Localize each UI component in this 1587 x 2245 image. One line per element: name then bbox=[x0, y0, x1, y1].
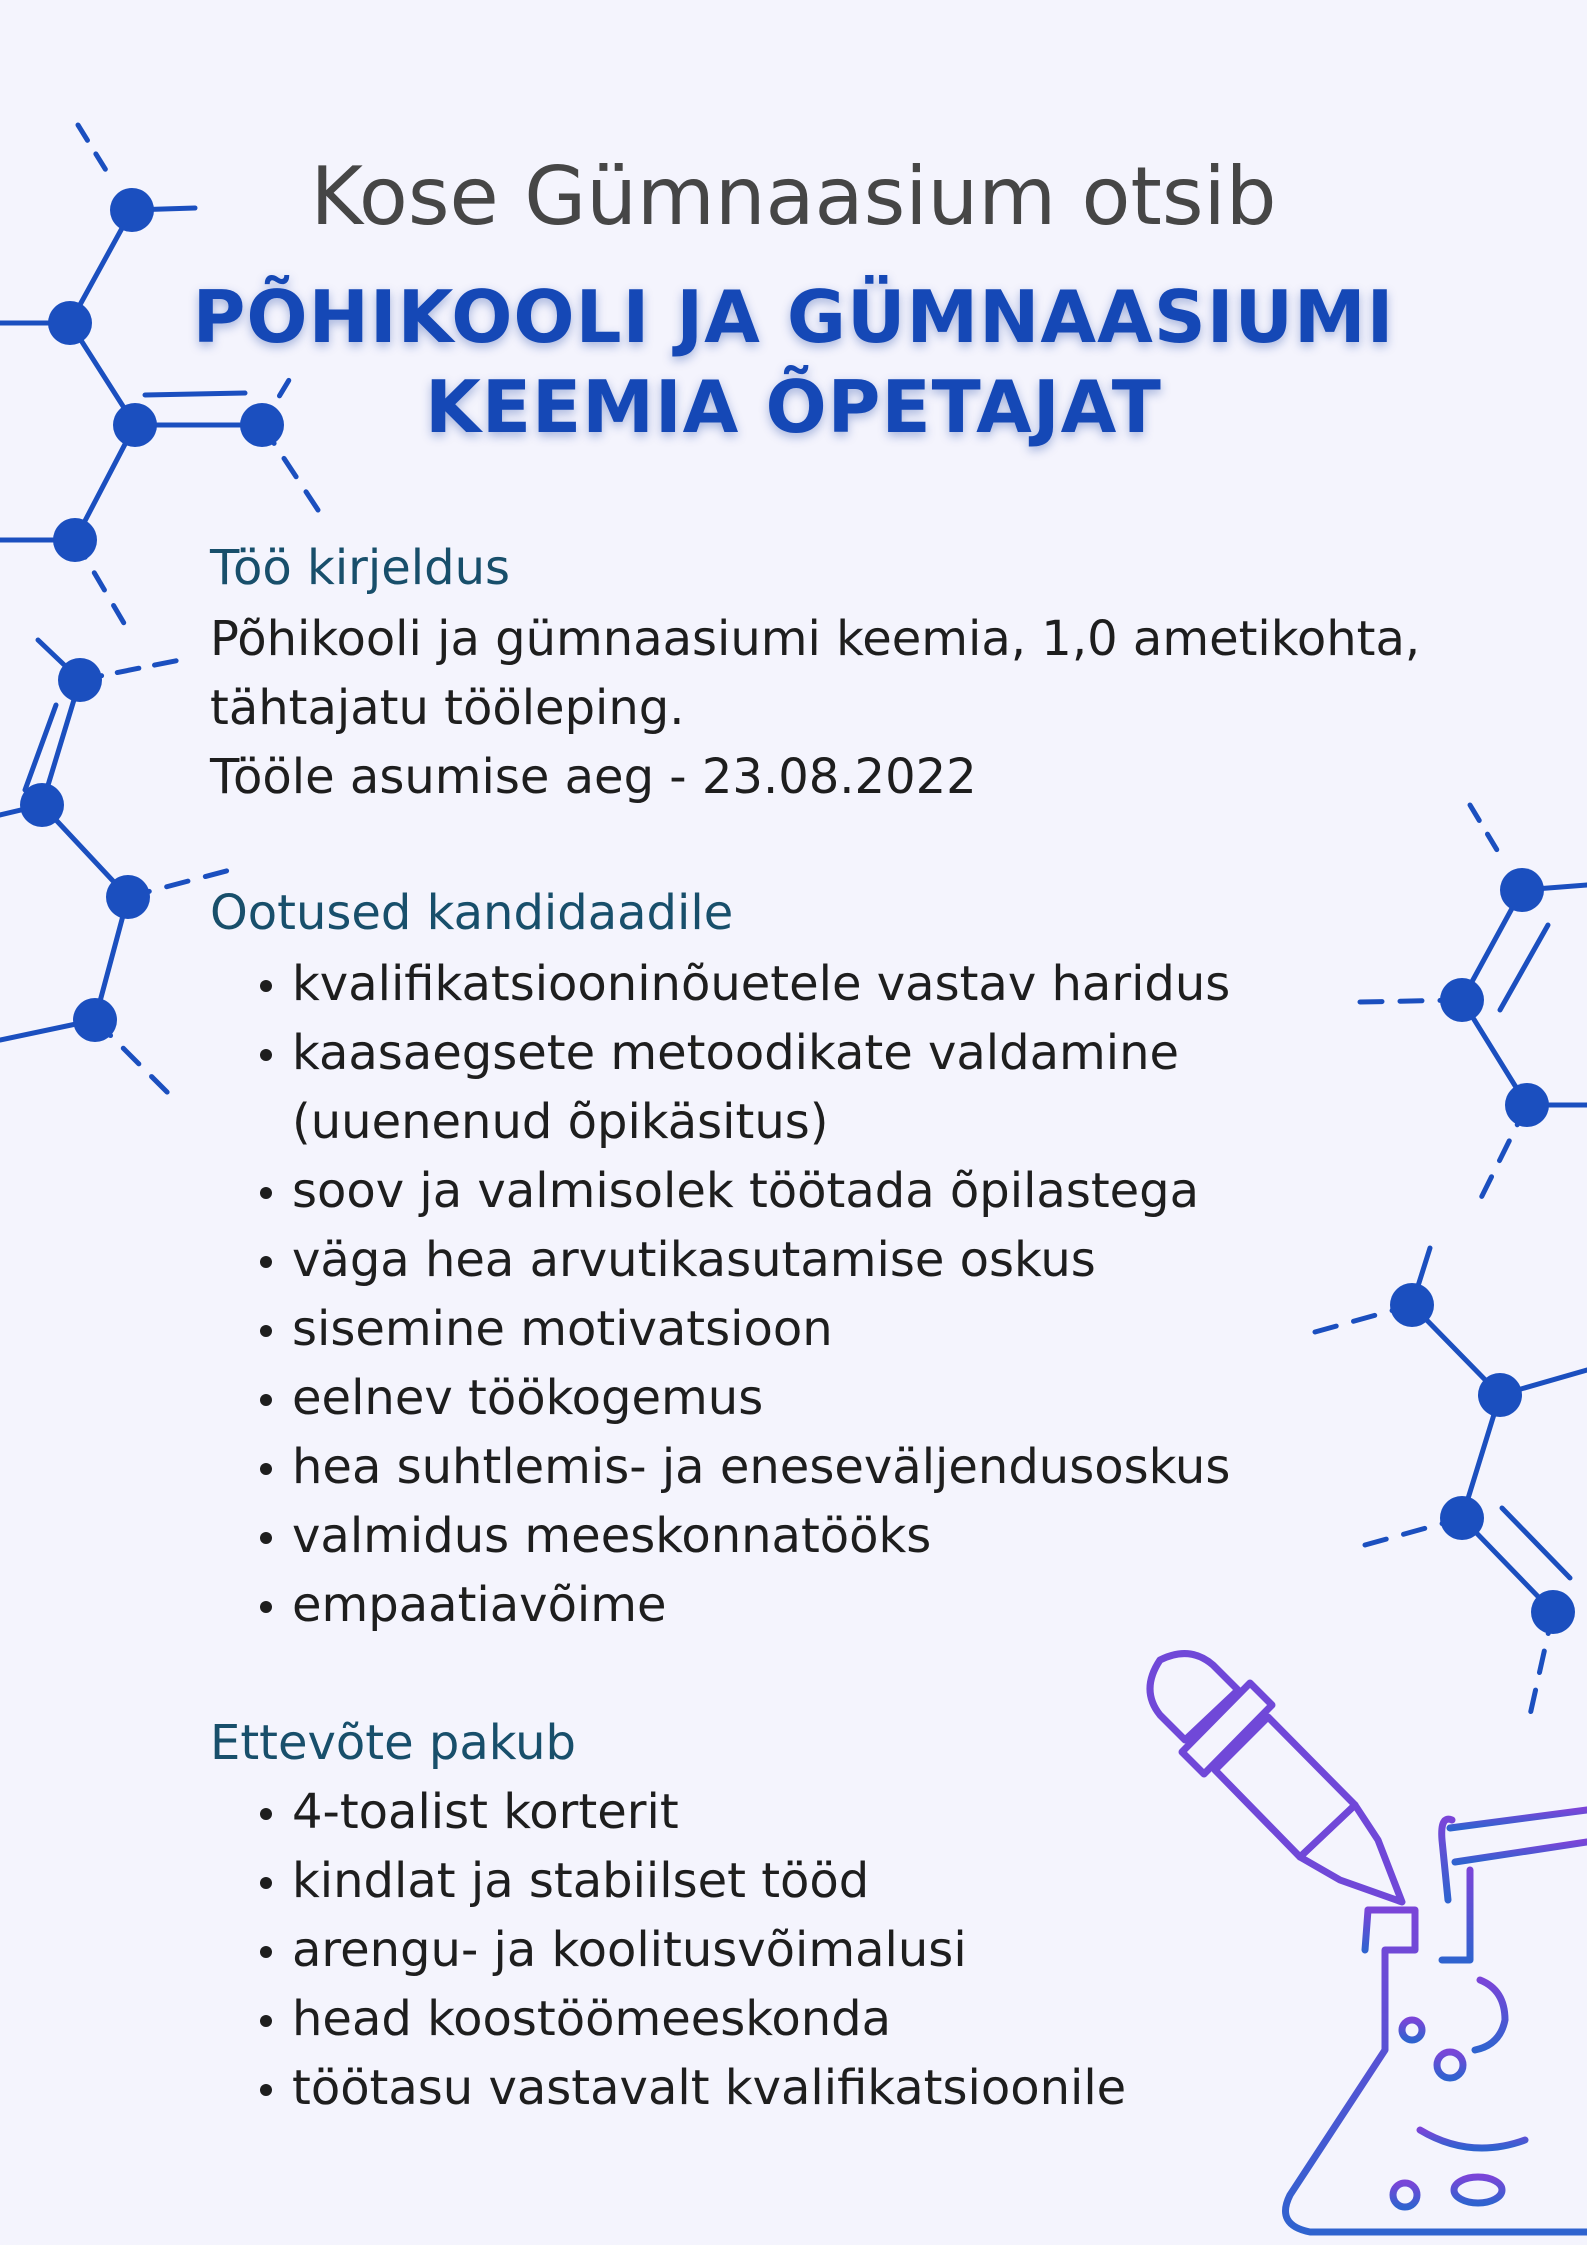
bullet-icon bbox=[260, 1256, 272, 1268]
headline-line-1: PÕHIKOOLI JA GÜMNAASIUMI bbox=[192, 275, 1395, 359]
bullet-icon bbox=[260, 1877, 272, 1889]
list-item: sisemine motivatsioon bbox=[0, 1295, 1230, 1364]
section-heading-job-description: Töö kirjeldus bbox=[210, 540, 510, 596]
bullet-icon bbox=[260, 1325, 272, 1337]
list-item: head koostöömeeskonda bbox=[0, 1985, 1126, 2054]
list-item: kindlat ja stabiilset tööd bbox=[0, 1847, 1126, 1916]
list-item: 4-toalist korterit bbox=[0, 1778, 1126, 1847]
section-heading-offers: Ettevõte pakub bbox=[210, 1715, 576, 1771]
bullet-icon bbox=[260, 1049, 272, 1061]
job-description-line: Tööle asumise aeg - 23.08.2022 bbox=[210, 749, 977, 805]
job-description-body bbox=[210, 605, 1420, 812]
section-heading-expectations: Ootused kandidaadile bbox=[210, 885, 734, 941]
pipette-icon bbox=[1150, 1654, 1402, 1902]
bullet-icon bbox=[260, 1946, 272, 1958]
expectations-list bbox=[0, 950, 1230, 1640]
list-item: hea suhtlemis- ja eneseväljendusoskus bbox=[0, 1433, 1230, 1502]
job-description-line: Põhikooli ja gümnaasiumi keemia, 1,0 ametikohta, bbox=[210, 611, 1421, 667]
bullet-icon bbox=[260, 1463, 272, 1475]
list-item: kvalifikatsiooninõuetele vastav haridus bbox=[0, 950, 1230, 1019]
bullet-icon bbox=[260, 1601, 272, 1613]
headline-line-2: KEEMIA ÕPETAJAT bbox=[425, 365, 1162, 449]
list-item: töötasu vastavalt kvalifikatsioonile bbox=[0, 2054, 1126, 2123]
bullet-icon bbox=[260, 2015, 272, 2027]
list-item: kaasaegsete metoodikate valdamine bbox=[0, 1019, 1230, 1088]
list-item: eelnev töökogemus bbox=[0, 1364, 1230, 1433]
page-title: Kose Gümnaasium otsib bbox=[310, 150, 1277, 243]
list-item: arengu- ja koolitusvõimalusi bbox=[0, 1916, 1126, 1985]
bullet-icon bbox=[260, 1394, 272, 1406]
list-item-continuation: (uuenenud õpikäsitus) bbox=[292, 1094, 829, 1150]
job-description-line: tähtajatu tööleping. bbox=[210, 680, 685, 736]
molecule-structure-icon bbox=[1315, 805, 1587, 1715]
list-item: soov ja valmisolek töötada õpilastega bbox=[0, 1157, 1230, 1226]
bullet-icon bbox=[260, 2084, 272, 2096]
bullet-icon bbox=[260, 1187, 272, 1199]
bullet-icon bbox=[260, 1532, 272, 1544]
list-item: valmidus meeskonnatööks bbox=[0, 1502, 1230, 1571]
list-item: empaatiavõime bbox=[0, 1571, 1230, 1640]
bullet-icon bbox=[260, 980, 272, 992]
list-item: väga hea arvutikasutamise oskus bbox=[0, 1226, 1230, 1295]
offers-list bbox=[0, 1778, 1126, 2123]
flask-icon bbox=[1286, 1810, 1587, 2232]
bullet-icon bbox=[260, 1808, 272, 1820]
